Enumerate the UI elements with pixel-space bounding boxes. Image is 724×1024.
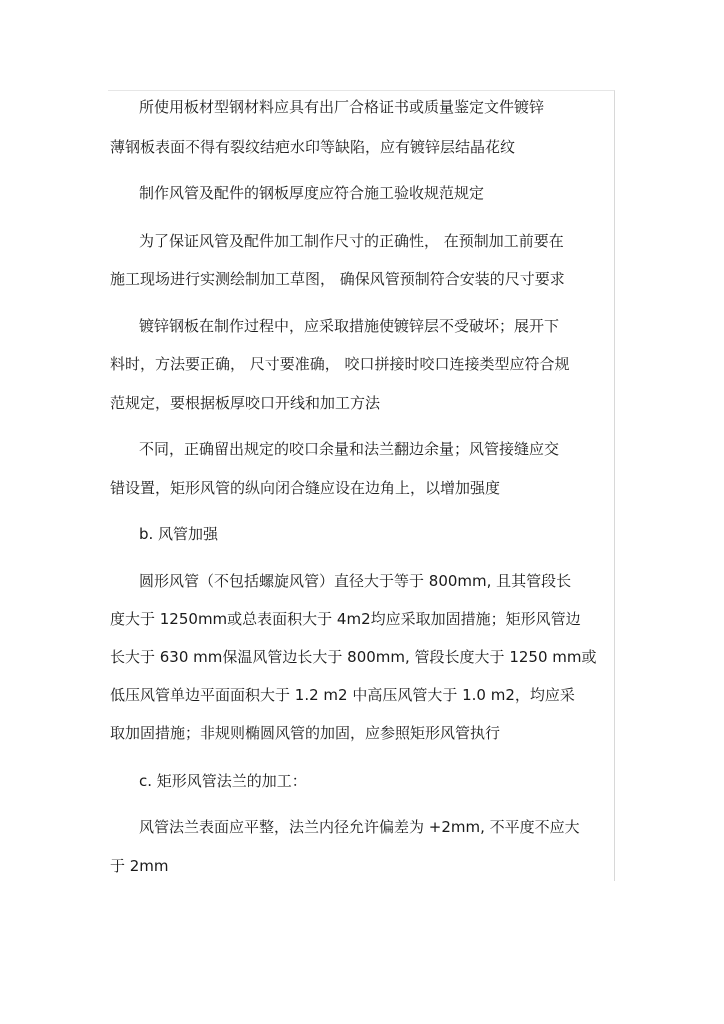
text-line-12: 圆形风管（不包括螺旋风管）直径大于等于 800mm, 且其管段长 xyxy=(139,572,572,590)
text-line-10: 错设置，矩形风管的纵向闭合缝应设在边角上，以增加强度 xyxy=(110,479,501,497)
text-line-17: c. 矩形风管法兰的加工： xyxy=(139,772,307,790)
text-line-11: b. 风管加强 xyxy=(139,525,219,543)
text-line-15: 低压风管单边平面面积大于 1.2 m2 中高压风管大于 1.0 m2，均应采 xyxy=(110,686,575,704)
text-line-4: 为了保证风管及配件加工制作尺寸的正确性， 在预制加工前要在 xyxy=(139,232,564,250)
text-line-19: 于 2mm xyxy=(110,857,169,875)
text-line-1: 所使用板材型钢材料应具有出厂合格证书或质量鉴定文件镀锌 xyxy=(139,98,545,116)
text-line-3: 制作风管及配件的钢板厚度应符合施工验收规范规定 xyxy=(139,184,485,202)
text-line-9: 不同，正确留出规定的咬口余量和法兰翻边余量；风管接缝应交 xyxy=(139,440,560,458)
text-line-13: 度大于 1250mm或总表面积大于 4m2均应采取加固措施；矩形风管边 xyxy=(110,610,581,628)
text-line-14: 长大于 630 mm保温风管边长大于 800mm, 管段长度大于 1250 mm或 xyxy=(110,648,597,666)
text-line-7: 料时，方法要正确， 尺寸要准确， 咬口拼接时咬口连接类型应符合规 xyxy=(110,355,570,373)
text-line-5: 施工现场进行实测绘制加工草图， 确保风管预制符合安装的尺寸要求 xyxy=(110,270,565,288)
text-line-2: 薄钢板表面不得有裂纹结疤水印等缺陷，应有镀锌层结晶花纹 xyxy=(110,138,516,156)
text-line-8: 范规定，要根据板厚咬口开线和加工方法 xyxy=(110,394,381,412)
text-line-6: 镀锌钢板在制作过程中，应采取措施使镀锌层不受破坏；展开下 xyxy=(139,317,560,335)
text-line-18: 风管法兰表面应平整，法兰内径允许偏差为 +2mm, 不平度不应大 xyxy=(139,818,580,836)
text-line-16: 取加固措施；非规则椭圆风管的加固，应参照矩形风管执行 xyxy=(110,724,501,742)
